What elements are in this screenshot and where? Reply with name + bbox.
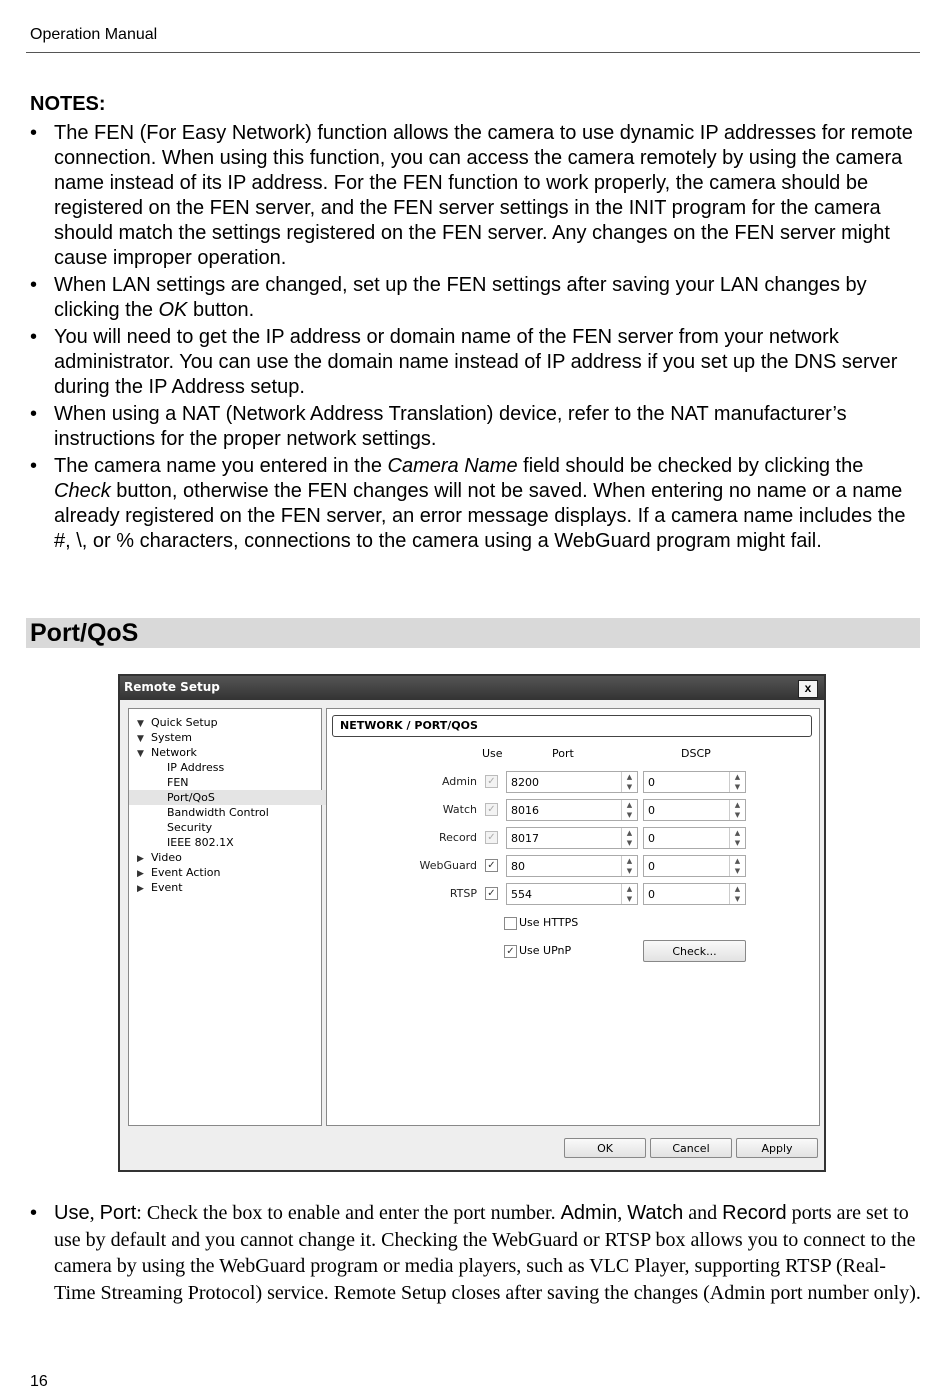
check-mark-icon: ✓ [487, 832, 496, 843]
spin-down-icon[interactable]: ▼ [734, 811, 741, 819]
remote-setup-dialog [118, 674, 826, 1172]
note-item [30, 454, 920, 554]
webguard-dscp-input[interactable] [643, 855, 746, 877]
tree-item-label: Quick Setup [151, 716, 218, 729]
tree-item-security[interactable] [129, 820, 212, 835]
cancel-button[interactable]: Cancel [650, 1138, 732, 1158]
tree-item-label: Bandwidth Control [167, 806, 269, 819]
settings-tree [128, 708, 322, 1126]
record-label: Record [438, 831, 477, 844]
watch-dscp-input[interactable] [643, 799, 746, 821]
note-text: button. [187, 299, 255, 321]
spin-down-icon[interactable]: ▼ [626, 783, 633, 791]
spin-up-icon[interactable]: ▲ [734, 829, 741, 837]
spin-arrows[interactable] [729, 800, 745, 820]
check-mark-icon: ✓ [487, 804, 496, 815]
spin-arrows[interactable] [621, 828, 637, 848]
expand-right-icon: ▶ [137, 884, 144, 894]
close-button[interactable]: x [798, 680, 818, 698]
tree-item-ip-address[interactable] [129, 760, 224, 775]
bullet: • [30, 455, 38, 477]
field-name-text: Use [54, 1202, 90, 1224]
port-value: 8017 [511, 832, 539, 845]
tree-item-event[interactable] [129, 880, 183, 895]
watch-port-input[interactable] [506, 799, 638, 821]
field-name-text: Record [722, 1202, 787, 1224]
spin-arrows[interactable] [621, 772, 637, 792]
apply-button[interactable]: Apply [736, 1138, 818, 1158]
tree-item-label: IEEE 802.1X [167, 836, 234, 849]
check-button[interactable]: Check... [643, 940, 746, 962]
bullet: • [30, 326, 38, 348]
spin-down-icon[interactable]: ▼ [734, 867, 741, 875]
section-title: Port/QoS [30, 619, 139, 647]
column-port: Port [552, 747, 574, 760]
note-text: When LAN settings are changed, set up the FEN settings after saving your LAN changes by clicking the [54, 274, 867, 321]
tree-item-ieee-802-1x[interactable] [129, 835, 234, 850]
spin-down-icon[interactable]: ▼ [626, 811, 633, 819]
note-text: The FEN (For Easy Network) function allows the camera to use dynamic IP addresses for remote connection. When using this function, you can access the camera remotely by using the camera name instead of its IP address. For the FEN function to work properly, the camera should be registered on the FEN server, and the FEN server settings in the INIT program for the camera should match the settings registered on the FEN server. Any changes on the FEN server might cause improper operation. [54, 122, 913, 269]
spin-up-icon[interactable]: ▲ [626, 829, 633, 837]
header-divider [26, 52, 920, 53]
use-upnp-checkbox[interactable] [504, 945, 517, 958]
bullet: • [30, 274, 38, 296]
spin-up-icon[interactable]: ▲ [626, 885, 633, 893]
use-https-label: Use HTTPS [519, 916, 579, 929]
dscp-value: 0 [648, 860, 655, 873]
check-mark-icon: ✓ [487, 888, 496, 899]
bullet: • [30, 403, 38, 425]
spin-arrows[interactable] [729, 856, 745, 876]
port-value: 80 [511, 860, 525, 873]
tree-item-label: Port/QoS [167, 791, 215, 804]
use-https-checkbox[interactable] [504, 917, 517, 930]
dialog-title: Remote Setup [124, 680, 220, 694]
note-text: The camera name you entered in the [54, 455, 388, 477]
webguard-use-checkbox[interactable] [485, 859, 498, 872]
dscp-value: 0 [648, 776, 655, 789]
spin-down-icon[interactable]: ▼ [734, 839, 741, 847]
webguard-label: WebGuard [419, 859, 477, 872]
note-text: You will need to get the IP address or domain name of the FEN server from your network administrator. You can use the domain name instead of IP address if you set up the DNS server during the IP Address setup. [54, 326, 898, 398]
port-value: 8016 [511, 804, 539, 817]
note-item [30, 402, 920, 452]
tree-item-label: Video [151, 851, 182, 864]
description-list [30, 1200, 922, 1306]
record-dscp-input[interactable] [643, 827, 746, 849]
dialog-titlebar [120, 676, 824, 700]
spin-down-icon[interactable]: ▼ [626, 839, 633, 847]
panel-title: NETWORK / PORT/QOS [340, 719, 478, 732]
rtsp-dscp-input[interactable] [643, 883, 746, 905]
tree-item-quick-setup[interactable] [129, 715, 218, 730]
section-bar [26, 618, 920, 648]
description-item [30, 1200, 922, 1306]
tree-item-label: Event Action [151, 866, 221, 879]
rtsp-label: RTSP [449, 887, 477, 900]
page-header: Operation Manual [30, 26, 158, 43]
expand-right-icon: ▶ [137, 854, 144, 864]
spin-down-icon[interactable]: ▼ [626, 895, 633, 903]
expand-down-icon: ▼ [137, 734, 144, 744]
spin-arrows[interactable] [729, 828, 745, 848]
settings-panel [326, 708, 820, 1126]
spin-arrows[interactable] [621, 884, 637, 904]
tree-item-video[interactable] [129, 850, 182, 865]
check-mark-icon: ✓ [487, 860, 496, 871]
tree-item-bandwidth-control[interactable] [129, 805, 269, 820]
admin-dscp-input[interactable] [643, 771, 746, 793]
dscp-value: 0 [648, 804, 655, 817]
spin-arrows[interactable] [621, 856, 637, 876]
emphasis-text: Camera Name [387, 455, 518, 477]
spin-arrows[interactable] [729, 772, 745, 792]
admin-use-checkbox [485, 775, 498, 788]
note-text: field should be checked by clicking the [517, 455, 864, 477]
admin-port-input[interactable] [506, 771, 638, 793]
note-text: button, otherwise the FEN changes will not be saved. When entering no name or a name already registered on the FEN server, an error message displays. If a camera name includes the #, \, or % characters, connections to the camera using a WebGuard program might fail. [54, 480, 906, 552]
panel-header [332, 715, 812, 737]
field-name-text: Watch [627, 1202, 684, 1224]
watch-use-checkbox [485, 803, 498, 816]
tree-item-label: Network [151, 746, 197, 759]
notes-title: NOTES: [30, 93, 106, 115]
description-text: and [683, 1202, 723, 1224]
spin-arrows[interactable] [621, 800, 637, 820]
note-item [30, 273, 920, 323]
bullet: • [30, 1202, 38, 1224]
record-use-checkbox [485, 831, 498, 844]
ok-button[interactable]: OK [564, 1138, 646, 1158]
admin-label: Admin [441, 775, 477, 788]
tree-item-event-action[interactable] [129, 865, 220, 880]
watch-label: Watch [442, 803, 477, 816]
spin-up-icon[interactable]: ▲ [734, 857, 741, 865]
tree-item-label: FEN [167, 776, 189, 789]
spin-arrows[interactable] [729, 884, 745, 904]
description-text: , [89, 1202, 100, 1224]
description-text: , [617, 1202, 628, 1224]
rtsp-port-input[interactable] [506, 883, 638, 905]
spin-up-icon[interactable]: ▲ [626, 857, 633, 865]
expand-down-icon: ▼ [137, 719, 144, 729]
note-item [30, 325, 920, 400]
spin-up-icon[interactable]: ▲ [734, 885, 741, 893]
bullet: • [30, 122, 38, 144]
use-upnp-label: Use UPnP [519, 944, 572, 957]
tree-item-system[interactable] [129, 730, 192, 745]
tree-item-port-qos[interactable] [129, 790, 359, 805]
emphasis-text: Check [54, 480, 111, 502]
dscp-value: 0 [648, 832, 655, 845]
spin-down-icon[interactable]: ▼ [734, 783, 741, 791]
port-value: 554 [511, 888, 532, 901]
dscp-value: 0 [648, 888, 655, 901]
spin-up-icon[interactable]: ▲ [626, 773, 633, 781]
spin-up-icon[interactable]: ▲ [734, 801, 741, 809]
field-name-text: Port [99, 1202, 137, 1224]
tree-item-network[interactable] [129, 745, 197, 760]
port-value: 8200 [511, 776, 539, 789]
emphasis-text: OK [158, 299, 188, 321]
check-mark-icon: ✓ [506, 946, 515, 957]
note-text: When using a NAT (Network Address Translation) device, refer to the NAT manufacturer’s instructions for the proper network settings. [54, 403, 847, 450]
tree-item-fen[interactable] [129, 775, 189, 790]
description-text: : Check the box to enable and enter the port number. [136, 1202, 561, 1224]
spin-up-icon[interactable]: ▲ [626, 801, 633, 809]
spin-down-icon[interactable]: ▼ [626, 867, 633, 875]
page-number: 16 [30, 1373, 48, 1390]
column-use: Use [482, 747, 503, 760]
expand-right-icon: ▶ [137, 869, 144, 879]
spin-up-icon[interactable]: ▲ [734, 773, 741, 781]
record-port-input[interactable] [506, 827, 638, 849]
rtsp-use-checkbox[interactable] [485, 887, 498, 900]
tree-item-label: Event [151, 881, 183, 894]
column-dscp: DSCP [681, 747, 711, 760]
spin-down-icon[interactable]: ▼ [734, 895, 741, 903]
note-item [30, 121, 920, 271]
notes-list [30, 121, 920, 556]
description-text: ports are set to use by default and you cannot change it. Checking the WebGuard or RTSP box allows you to connect to the camera by using the WebGuard program or media players, such as VLC Player, supporting RTSP (Real-Time Streaming Protocol) service. Remote Setup closes after saving the changes (Admin port number only). [54, 1202, 921, 1304]
tree-item-label: IP Address [167, 761, 225, 774]
webguard-port-input[interactable] [506, 855, 638, 877]
expand-down-icon: ▼ [137, 749, 144, 759]
field-name-text: Admin [560, 1202, 618, 1224]
tree-item-label: System [151, 731, 193, 744]
tree-item-label: Security [167, 821, 213, 834]
check-mark-icon: ✓ [487, 776, 496, 787]
